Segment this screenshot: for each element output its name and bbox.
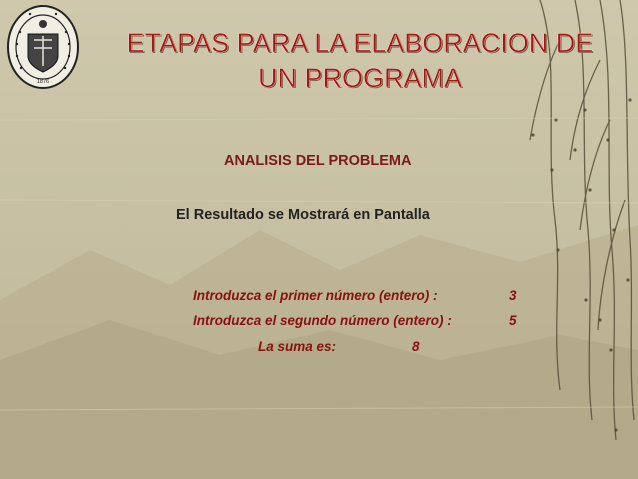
seal-year: 1876 [36, 79, 50, 85]
console-sum-label: La suma es: [258, 339, 337, 354]
console-value-first: 3 [509, 288, 517, 303]
result-statement: El Resultado se Mostrará en Pantalla [176, 207, 430, 223]
university-seal-logo [6, 4, 80, 90]
slide-title-line-1: ETAPAS PARA LA ELABORACION DE [126, 28, 594, 58]
console-prompt-second: Introduzca el segundo número (entero) : [193, 313, 452, 328]
slide-title-line-2: UN PROGRAMA [257, 63, 463, 93]
section-heading: ANALISIS DEL PROBLEMA [224, 153, 412, 169]
console-prompt-first: Introduzca el primer número (entero) : [193, 288, 438, 303]
console-sum-value: 8 [412, 339, 420, 354]
console-value-second: 5 [509, 313, 517, 328]
